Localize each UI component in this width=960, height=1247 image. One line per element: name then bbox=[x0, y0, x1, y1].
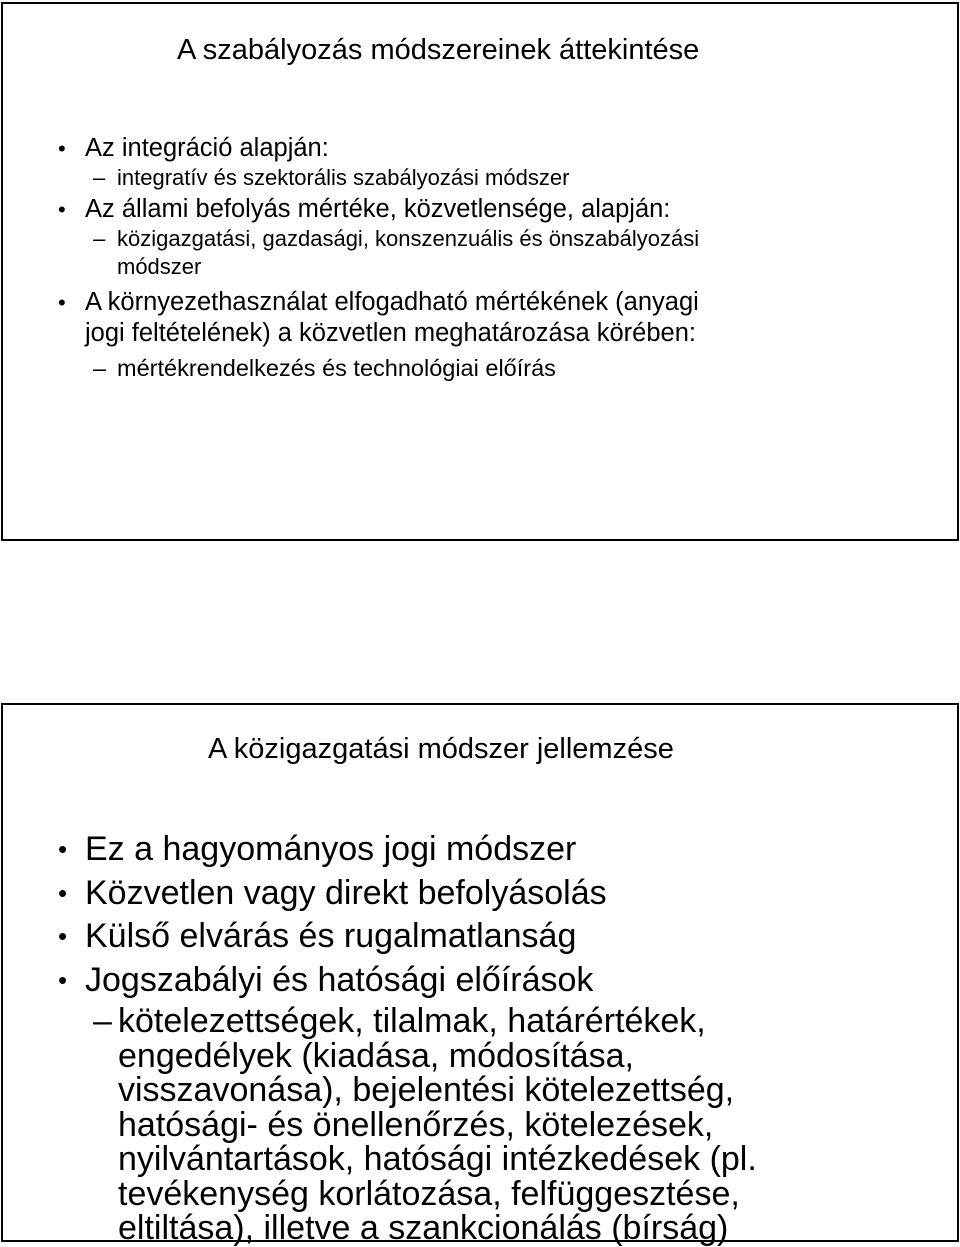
list-item-text: Külső elvárás és rugalmatlanság bbox=[85, 917, 577, 955]
dash-icon: – bbox=[93, 165, 106, 190]
list-item-text: Az állami befolyás mértéke, közvetlensége, alapján: bbox=[85, 195, 671, 223]
list-item bbox=[3, 872, 957, 916]
list-item-text: Ez a hagyományos jogi módszer bbox=[85, 830, 577, 868]
slide-2-bullet-list bbox=[3, 828, 957, 1246]
sub-list-item bbox=[3, 353, 957, 383]
sub-list-item-line: módszer bbox=[117, 254, 202, 279]
bullet-icon: • bbox=[58, 136, 66, 161]
sub-list-item-line: kötelezettségek, tilalmak, határértékek, bbox=[118, 1002, 706, 1040]
list-item-text: Közvetlen vagy direkt befolyásolás bbox=[85, 873, 607, 912]
slide-2 bbox=[1, 703, 959, 1247]
list-item-line: jogi feltételének) a közvetlen meghatározása körében: bbox=[85, 319, 696, 347]
sub-list-item-line: hatósági- és önellenőrzés, kötelezések, bbox=[118, 1105, 714, 1144]
bullet-icon: • bbox=[58, 834, 68, 864]
list-item-text: Jogszabályi és hatósági előírások bbox=[85, 960, 594, 999]
sub-list-item-line: közigazgatási, gazdasági, konszenzuális és önszabályozási bbox=[117, 226, 700, 251]
slide-1-bullet-list bbox=[3, 133, 957, 383]
list-item bbox=[3, 287, 957, 349]
dash-icon: – bbox=[93, 355, 107, 381]
bullet-icon: • bbox=[58, 964, 68, 995]
list-item bbox=[3, 915, 957, 959]
list-item-text: Az integráció alapján: bbox=[85, 134, 329, 162]
bullet-icon: • bbox=[58, 877, 68, 908]
slide-1-title: A szabályozás módszereinek áttekintése bbox=[177, 34, 700, 66]
sub-list-item-text: mértékrendelkezés és technológiai előírás bbox=[117, 355, 556, 381]
slide-2-title: A közigazgatási módszer jellemzése bbox=[208, 733, 674, 765]
bullet-icon: • bbox=[58, 290, 66, 315]
list-item bbox=[3, 828, 957, 872]
bullet-icon: • bbox=[58, 197, 66, 222]
sub-list-item bbox=[3, 1004, 957, 1246]
dash-icon: – bbox=[93, 226, 106, 251]
sub-list-item bbox=[3, 164, 957, 192]
list-item-line: A környezethasználat elfogadható mértékének (anyagi bbox=[85, 288, 699, 316]
list-item bbox=[3, 194, 957, 225]
slide-1 bbox=[1, 2, 959, 541]
sub-list-item-text: integratív és szektorális szabályozási módszer bbox=[117, 165, 570, 190]
list-item bbox=[3, 959, 957, 1003]
sub-list-item-line: eltiltása), illetve a szankcionálás (bírság) bbox=[118, 1209, 729, 1247]
sub-list-item-line: tevékenység korlátozása, felfüggesztése, bbox=[118, 1174, 740, 1213]
sub-list-item-line: engedélyek (kiadása, módosítása, bbox=[118, 1036, 634, 1075]
sub-list-item-line: visszavonása), bejelentési kötelezettség, bbox=[118, 1071, 735, 1109]
sub-list-item-line: nyilvántartások, hatósági intézkedések (pl. bbox=[118, 1140, 757, 1178]
dash-icon: – bbox=[93, 1002, 112, 1040]
list-item bbox=[3, 133, 957, 164]
sub-list-item bbox=[3, 225, 957, 281]
bullet-icon: • bbox=[58, 921, 68, 951]
